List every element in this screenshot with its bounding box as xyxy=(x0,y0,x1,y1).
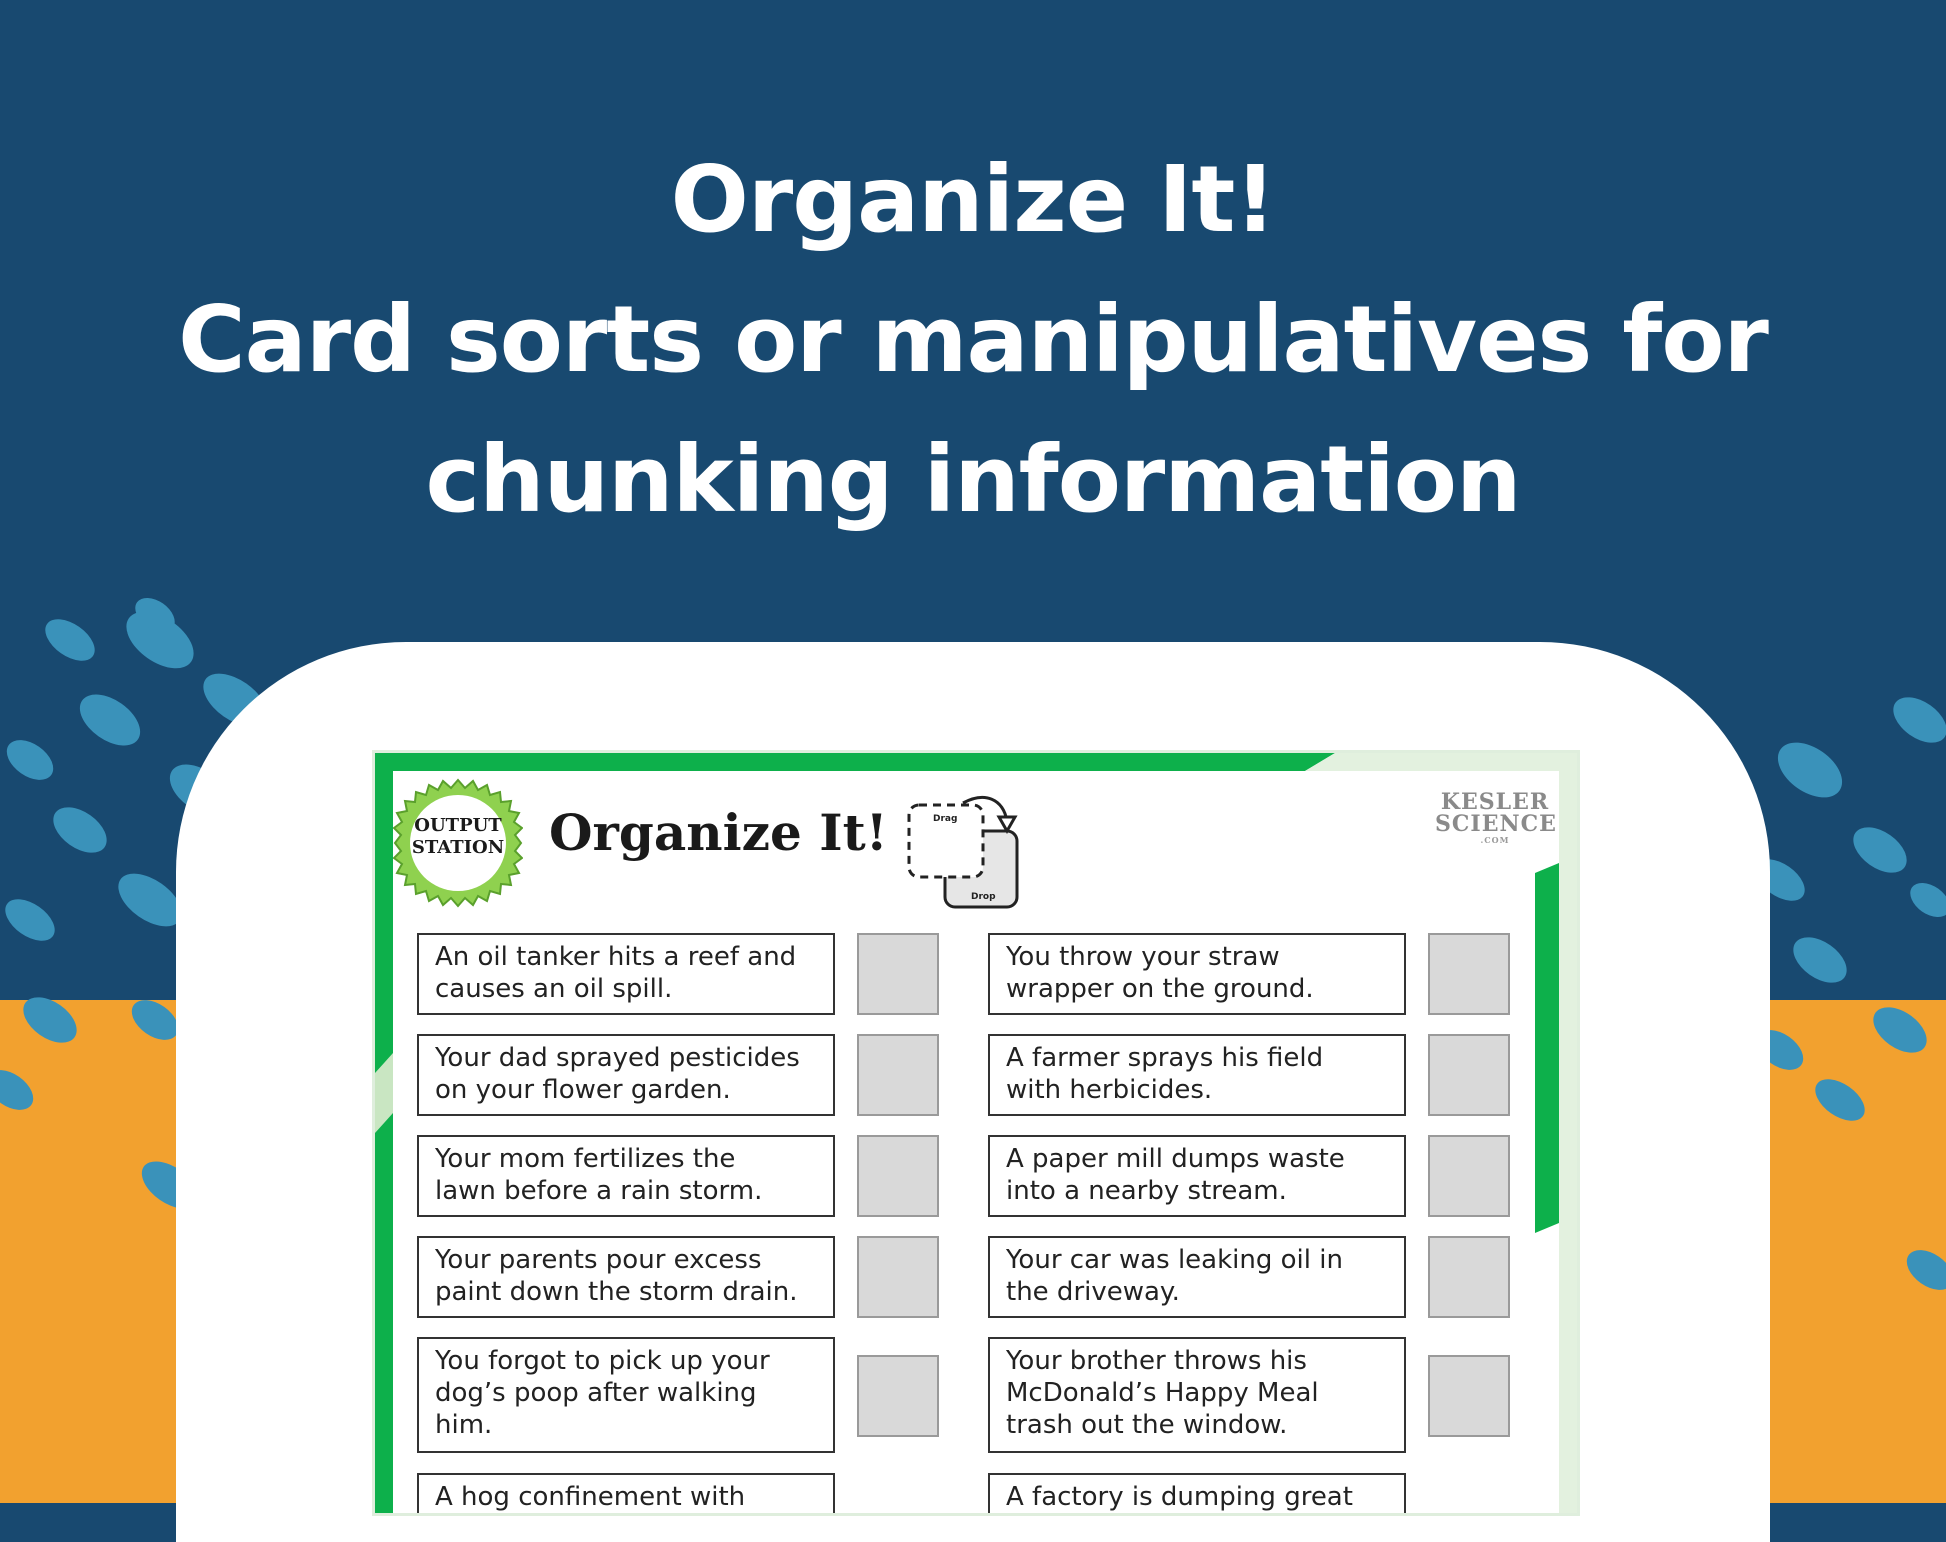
card-left-1[interactable] xyxy=(417,933,835,1015)
drop-box-right-3[interactable] xyxy=(1428,1135,1510,1217)
kesler-science-logo xyxy=(1435,791,1555,845)
card-text-line: Your parents pour excess xyxy=(435,1245,762,1275)
heading-line-2: Card sorts or manipulatives for xyxy=(178,286,1768,393)
card-left-5[interactable] xyxy=(417,1337,835,1453)
drag-drop-icon xyxy=(905,793,1035,913)
drop-box-right-5[interactable] xyxy=(1428,1355,1510,1437)
card-text-line: with herbicides. xyxy=(1006,1075,1213,1105)
card-text-line: paint down the storm drain. xyxy=(435,1277,798,1307)
drop-label: Drop xyxy=(971,892,996,902)
output-station-label xyxy=(393,815,523,859)
drop-box-right-4[interactable] xyxy=(1428,1236,1510,1318)
card-text-line: Your dad sprayed pesticides xyxy=(435,1043,800,1073)
card-text-line: You throw your straw xyxy=(1006,942,1280,972)
drop-box-right-1[interactable] xyxy=(1428,933,1510,1015)
card-text-line: him. xyxy=(435,1410,493,1440)
card-text-line: You forgot to pick up your xyxy=(435,1346,770,1376)
card-right-6[interactable] xyxy=(988,1473,1406,1516)
badge-line-1: OUTPUT xyxy=(414,815,502,836)
card-right-1[interactable] xyxy=(988,933,1406,1015)
card-text-line: dog’s poop after walking xyxy=(435,1378,757,1408)
card-left-2[interactable] xyxy=(417,1034,835,1116)
drop-box-left-2[interactable] xyxy=(857,1034,939,1116)
card-text-line: causes an oil spill. xyxy=(435,974,673,1004)
card-left-3[interactable] xyxy=(417,1135,835,1217)
page-heading xyxy=(0,130,1946,550)
card-text-line: wrapper on the ground. xyxy=(1006,974,1314,1004)
card-left-6[interactable] xyxy=(417,1473,835,1516)
card-right-4[interactable] xyxy=(988,1236,1406,1318)
card-right-3[interactable] xyxy=(988,1135,1406,1217)
card-text-line: A farmer sprays his field xyxy=(1006,1043,1324,1073)
drop-box-left-5[interactable] xyxy=(857,1355,939,1437)
card-text-line: McDonald’s Happy Meal xyxy=(1006,1378,1319,1408)
card-text-line: Your car was leaking oil in xyxy=(1006,1245,1343,1275)
drop-box-left-1[interactable] xyxy=(857,933,939,1015)
logo-line-2: SCIENCE xyxy=(1435,811,1557,837)
card-text-line: Your mom fertilizes the xyxy=(435,1144,736,1174)
heading-line-3: chunking information xyxy=(425,426,1521,533)
card-text-line: An oil tanker hits a reef and xyxy=(435,942,797,972)
card-text-line: A paper mill dumps waste xyxy=(1006,1144,1345,1174)
card-text-line: the driveway. xyxy=(1006,1277,1180,1307)
logo-line-1: KESLER xyxy=(1440,789,1550,815)
card-text-line: A factory is dumping great xyxy=(1006,1482,1353,1512)
worksheet-preview xyxy=(372,750,1580,1516)
drop-box-left-4[interactable] xyxy=(857,1236,939,1318)
drop-box-left-3[interactable] xyxy=(857,1135,939,1217)
card-right-2[interactable] xyxy=(988,1034,1406,1116)
heading-line-1: Organize It! xyxy=(670,146,1276,253)
card-text-line: lawn before a rain storm. xyxy=(435,1176,763,1206)
worksheet-title: Organize It! xyxy=(549,803,888,862)
card-text-line: A hog confinement with xyxy=(435,1482,746,1512)
card-left-4[interactable] xyxy=(417,1236,835,1318)
card-text-line: on your flower garden. xyxy=(435,1075,731,1105)
drag-label: Drag xyxy=(933,814,958,824)
logo-sub: .COM xyxy=(1480,835,1510,845)
card-right-5[interactable] xyxy=(988,1337,1406,1453)
badge-line-2: STATION xyxy=(411,837,505,858)
card-text-line: into a nearby stream. xyxy=(1006,1176,1287,1206)
card-text-line: Your brother throws his xyxy=(1006,1346,1307,1376)
card-text-line: trash out the window. xyxy=(1006,1410,1288,1440)
drop-box-right-2[interactable] xyxy=(1428,1034,1510,1116)
